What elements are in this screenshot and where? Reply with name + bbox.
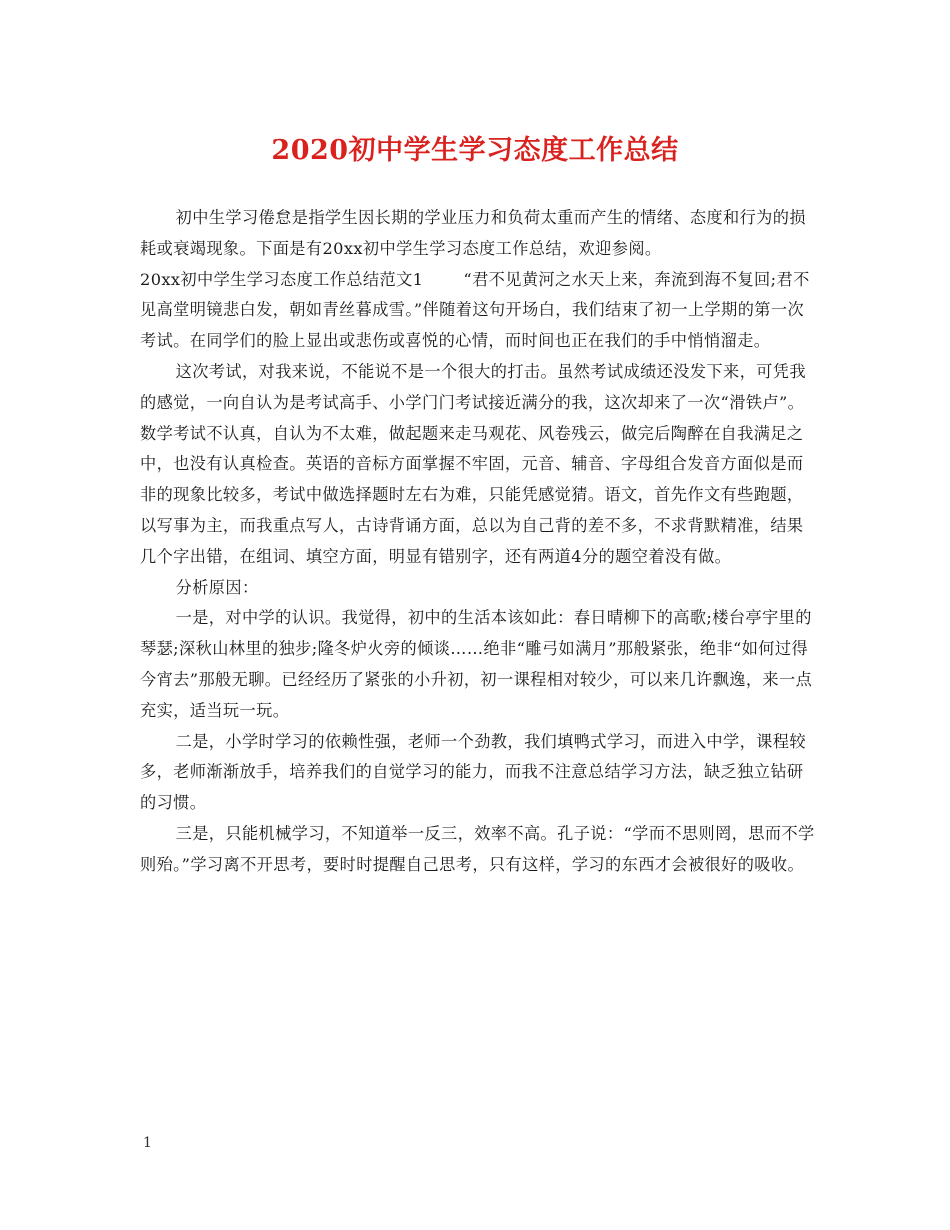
paragraph-reason-three: 三是，只能机械学习，不知道举一反三，效率不高。孔子说：“学而不思则罔，思而不学则殆。”学习离不开思考，要时时提醒自己思考，只有这样，学习的东西才会被很好的吸收。	[140, 823, 815, 874]
sample-heading: 20xx初中学生学习态度工作总结范文1	[140, 269, 424, 289]
page-number: 1	[143, 1135, 152, 1151]
document-body	[140, 203, 820, 881]
paragraph-analysis-heading: 分析原因：	[175, 577, 259, 597]
paragraph-exam-reflection: 这次考试，对我来说，不能说不是一个很大的打击。虽然考试成绩还没发下来，可凭我的感觉，一向自认为是考试高手、小学门门考试接近满分的我，这次却来了一次“滑铁卢”。数学考试不认真，自认为不太难，做起题来走马观花、风卷残云，做完后陶醉在自我满足之中，也没有认真检查。英语的音标方面掌握不牢固，元音、辅音、字母组合发音方面似是而非的现象比较多，考试中做选择题时左右为难，只能凭感觉猜。语文，首先作文有些跑题，以写事为主，而我重点写人，古诗背诵方面，总以为自己背的差不多，不求背默精准，结果几个字出错，在组词、填空方面，明显有错别字，还有两道4分的题空着没有做。	[140, 361, 806, 566]
document-title: 2020初中学生学习态度工作总结	[271, 135, 679, 166]
paragraph-reason-one: 一是，对中学的认识。我觉得，初中的生活本该如此：春日晴柳下的高歌;楼台亭宇里的琴瑟;深秋山林里的独步;隆冬炉火旁的倾谈……绝非“雕弓如满月”那般紧张，绝非“如何过得今宵去”那般无聊。已经经历了紧张的小升初，初一课程相对较少，可以来几许飘逸，来一点充实，适当玩一玩。	[140, 608, 813, 720]
paragraph-intro: 初中生学习倦怠是指学生因长期的学业压力和负荷太重而产生的情绪、态度和行为的损耗或衰竭现象。下面是有20xx初中学生学习态度工作总结，欢迎参阅。	[140, 208, 806, 258]
paragraph-reason-two: 二是，小学时学习的依赖性强，老师一个劲教，我们填鸭式学习，而进入中学，课程较多，老师渐渐放手，培养我们的自觉学习的能力，而我不注意总结学习方法，缺乏独立钻研的习惯。	[140, 731, 806, 813]
sample-intro: “君不见黄河之水天上来，奔流到海不复回;君不见高堂明镜悲白发，朝如青丝暮成雪。”伴随着这句开场白，我们结束了初一上学期的第一次考试。在同学们的脸上显出或悲伤或喜悦的心情，而时间也正在我们的手中悄悄溜走。	[140, 269, 810, 351]
paragraph-sample	[140, 265, 820, 357]
